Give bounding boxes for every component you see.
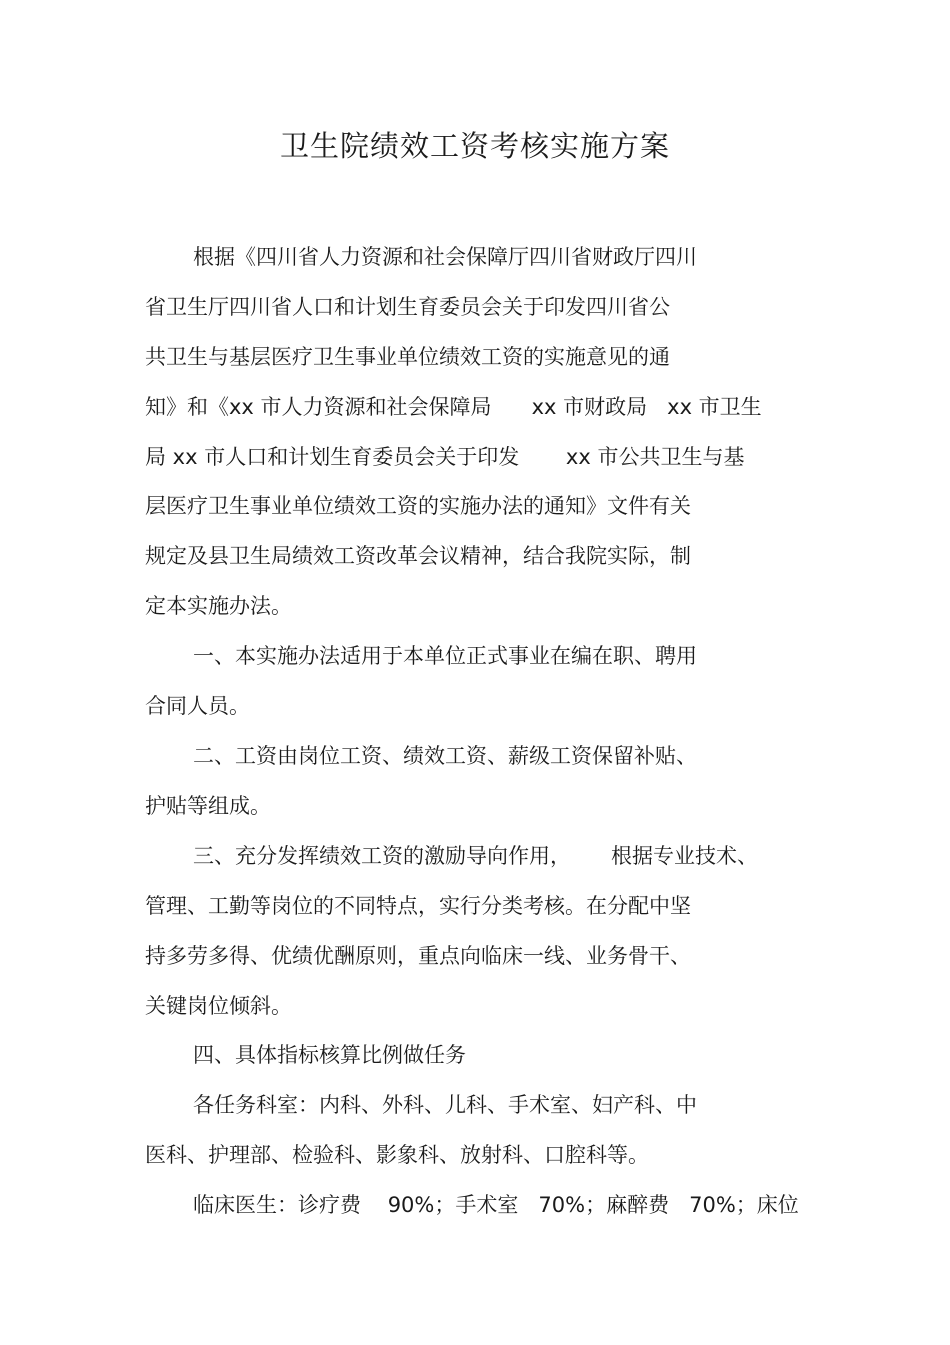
paragraph-line: 医科、护理部、检验科、影象科、放射科、口腔科等。: [145, 1143, 649, 1167]
paragraph-line: 合同人员。: [145, 694, 250, 718]
paragraph-line: 临床医生：诊疗费 90%；手术室 70%；麻醉费 70%；床位: [193, 1193, 799, 1217]
paragraph-line: 三、充分发挥绩效工资的激励导向作用， 根据专业技术、: [193, 844, 759, 868]
paragraph-line: 层医疗卫生事业单位绩效工资的实施办法的通知》文件有关: [145, 494, 691, 518]
paragraph-line: 规定及县卫生局绩效工资改革会议精神，结合我院实际，制: [145, 544, 691, 568]
paragraph-line: 管理、工勤等岗位的不同特点，实行分类考核。在分配中坚: [145, 894, 691, 918]
paragraph-line: 知》和《xx 市人力资源和社会保障局 xx 市财政局 xx 市卫生: [145, 395, 762, 419]
paragraph-line: 持多劳多得、优绩优酬原则，重点向临床一线、业务骨干、: [145, 944, 691, 968]
paragraph-line: 各任务科室：内科、外科、儿科、手术室、妇产科、中: [193, 1093, 697, 1117]
document-title: 卫生院绩效工资考核实施方案: [279, 129, 670, 163]
paragraph-line: 护贴等组成。: [145, 794, 271, 818]
paragraph-line: 二、工资由岗位工资、绩效工资、薪级工资保留补贴、: [193, 744, 697, 768]
paragraph-line: 局 xx 市人口和计划生育委员会关于印发 xx 市公共卫生与基: [145, 445, 745, 469]
paragraph-line: 根据《四川省人力资源和社会保障厅四川省财政厅四川: [193, 245, 697, 269]
paragraph-line: 定本实施办法。: [145, 594, 292, 618]
paragraph-line: 关键岗位倾斜。: [145, 994, 292, 1018]
paragraph-line: 省卫生厅四川省人口和计划生育委员会关于印发四川省公: [145, 295, 670, 319]
paragraph-line: 共卫生与基层医疗卫生事业单位绩效工资的实施意见的通: [145, 345, 670, 369]
section-heading: 四、具体指标核算比例做任务: [193, 1043, 466, 1067]
paragraph-line: 一、本实施办法适用于本单位正式事业在编在职、聘用: [193, 644, 697, 668]
